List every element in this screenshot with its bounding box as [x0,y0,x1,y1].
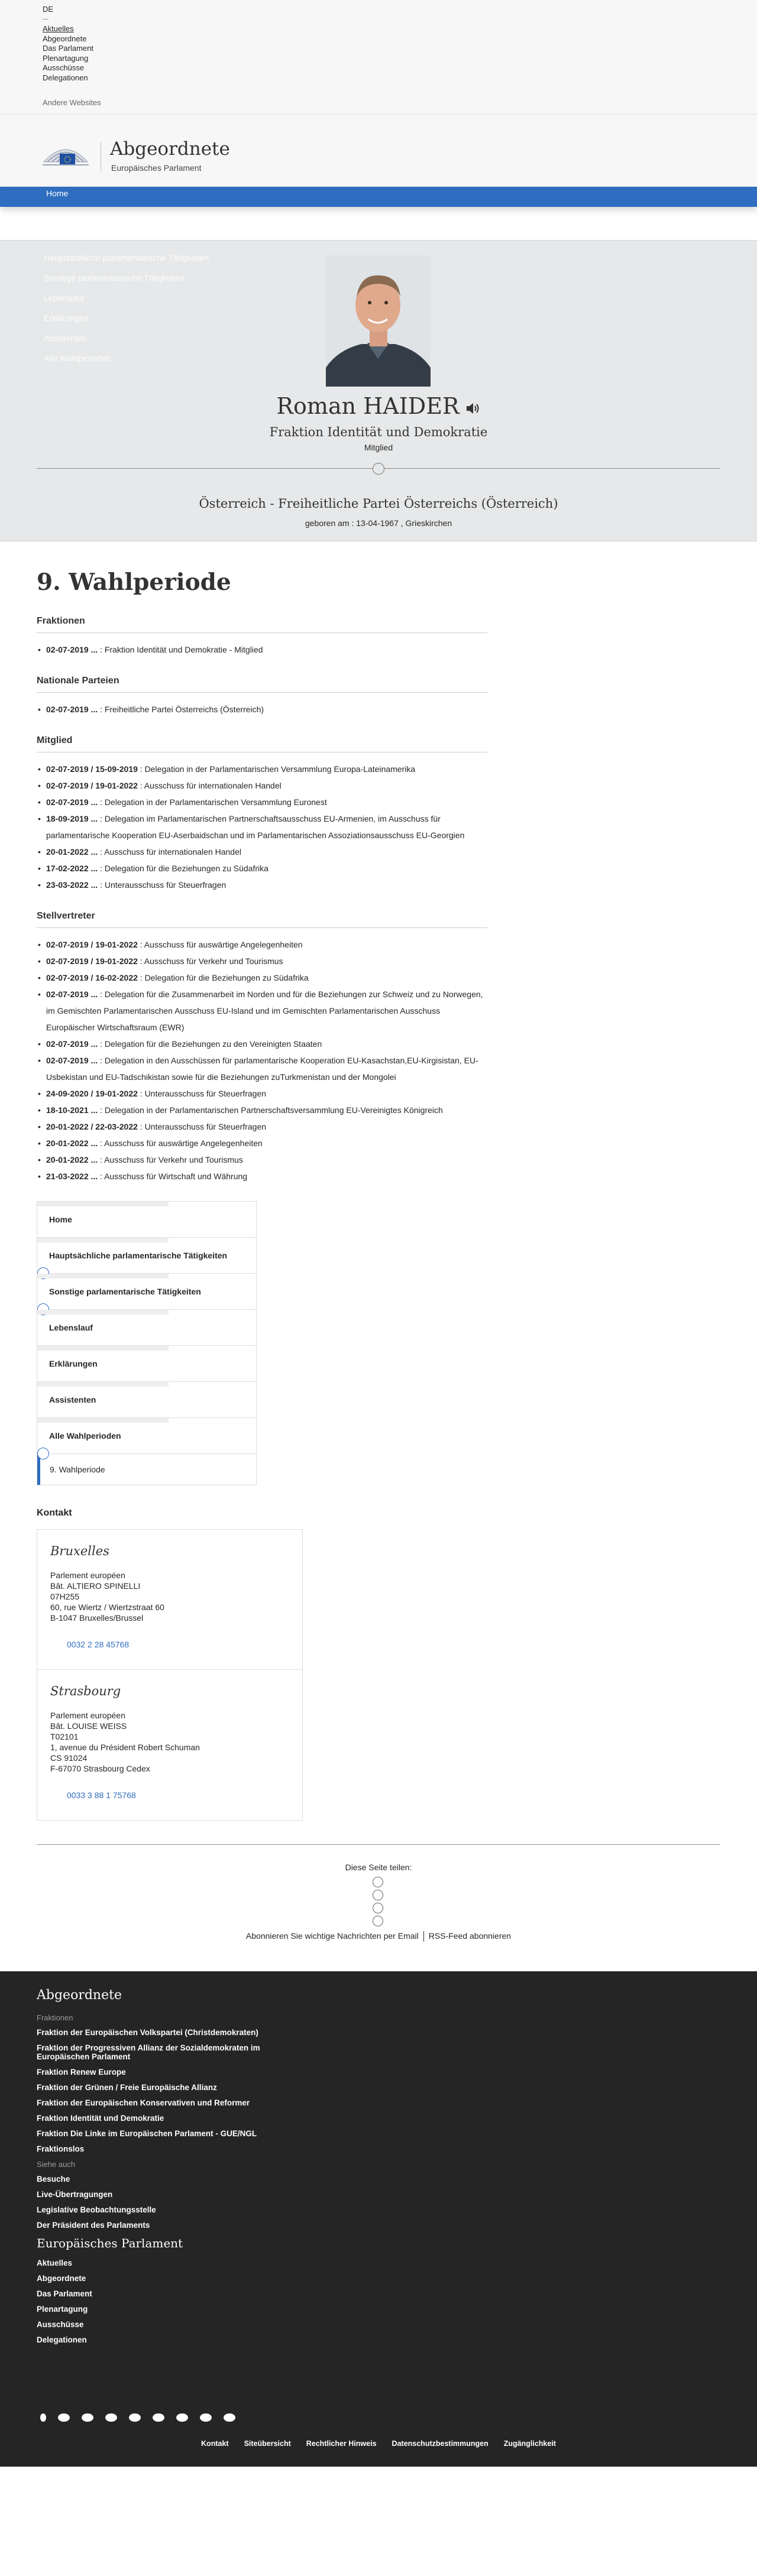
section-title: Fraktionen [37,616,487,633]
office-city: Strasbourg [50,1684,121,1698]
footer-link[interactable]: Das Parlament [37,2289,92,2299]
entry-date: 24-09-2020 / 19-01-2022 [46,1089,138,1098]
address-line: 1, avenue du Président Robert Schuman [50,1743,200,1752]
sidenav-item[interactable] [37,1346,256,1382]
site-subtitle: Europäisches Parlament [111,163,202,173]
member-profile-header [0,240,757,541]
entry-date: 02-07-2019 ... [46,1056,98,1065]
footer-link[interactable]: Fraktion der Grünen / Freie Europäische Allianz [37,2083,217,2092]
footer-link[interactable]: Fraktion Identität und Demokratie [37,2114,164,2123]
expand-circle-icon[interactable] [37,1448,49,1459]
office-address [50,1710,288,1774]
member-portrait-icon [326,255,431,387]
side-navigation [37,1201,257,1485]
ghost-menu-item[interactable]: Alle Wahlperioden [44,353,111,363]
address-line: B-1047 Bruxelles/Brussel [50,1613,144,1623]
speaker-icon[interactable] [465,401,481,416]
footer-link[interactable]: Plenartagung [37,2305,88,2314]
sidenav-active-item[interactable]: 9. Wahlperiode [37,1454,256,1485]
entry-text: : Delegation in der Parlamentarischen Versammlung Europa-Lateinamerika [137,764,416,774]
footer-link[interactable]: Der Präsident des Parlaments [37,2221,150,2230]
sidenav-item-label: Assistenten [49,1395,96,1404]
site-title[interactable]: Abgeordnete [110,138,230,160]
share-email-icon[interactable] [373,1916,383,1926]
section-title: Stellvertreter [37,911,487,928]
sidenav-strip [37,1418,169,1423]
entry-date: 23-03-2022 ... [46,880,98,890]
section-entry [37,1151,487,1168]
entry-text: : Ausschuss für internationalen Handel [137,781,282,790]
footer-siehe-label: Siehe auch [37,2160,76,2169]
entry-text: : Delegation für die Beziehungen zu den Vereinigten Staaten [98,1039,322,1049]
section-entry [37,810,487,843]
top-navigation [0,0,757,115]
parliament-logo-icon[interactable] [41,141,90,169]
sidenav-item[interactable] [37,1202,256,1238]
entry-date: 02-07-2019 / 19-01-2022 [46,940,138,949]
sidenav-item-label: Alle Wahlperioden [49,1431,121,1441]
footer-link[interactable]: Fraktion der Progressiven Allianz der Sozialdemokraten im Europäischen Parlament [37,2043,260,2062]
share-twitter-icon[interactable] [373,1890,383,1900]
address-line: Bât. ALTIERO SPINELLI [50,1581,141,1591]
footer-ep-list [37,2259,273,2344]
sidenav-item-label: Erklärungen [49,1359,98,1368]
entry-text: : Unterausschuss für Steuerfragen [98,880,227,890]
subscribe-separator [423,1931,424,1942]
section-entry [37,794,487,810]
section-entry [37,986,487,1036]
legal-link[interactable]: Siteübersicht [244,2439,291,2448]
social-instagram-icon[interactable] [153,2413,164,2422]
footer-fraktionen-list [37,2028,273,2153]
entry-date: 02-07-2019 ... [46,1039,98,1049]
ghost-menu-item[interactable]: Lebenslauf [44,293,85,303]
address-line: 60, rue Wiertz / Wiertzstraat 60 [50,1602,164,1612]
share-buttons [373,1877,384,1926]
section-entry [37,843,487,860]
entry-date: 17-02-2022 ... [46,864,98,873]
brand-header [0,115,757,187]
section-entry [37,641,487,658]
footer-link[interactable]: Live-Übertragungen [37,2190,113,2199]
section-entry [37,701,487,718]
entry-text: : Freiheitliche Partei Österreichs (Österreich) [98,705,264,714]
term-title: 9. Wahlperiode [37,569,231,596]
address-line: F-67070 Strasbourg Cedex [50,1764,150,1773]
address-line: Bât. LOUISE WEISS [50,1721,127,1731]
sidenav-strip [37,1274,169,1279]
entry-text: : Delegation in der Parlamentarischen Versammlung Euronest [98,797,327,807]
section-title: Mitglied [37,735,487,752]
entry-date: 20-01-2022 ... [46,1155,98,1164]
entry-text: : Ausschuss für internationalen Handel [98,847,241,856]
sidenav-item-label: Sonstige parlamentarische Tätigkeiten [49,1287,201,1296]
top-nav-item[interactable]: Das Parlament [43,44,93,53]
entry-date: 18-10-2021 ... [46,1105,98,1115]
legal-link[interactable]: Rechtlicher Hinweis [306,2439,377,2448]
share-label: Diese Seite teilen: [345,1863,412,1872]
section-entry [37,777,487,794]
entry-text: : Fraktion Identität und Demokratie - Mitglied [98,645,263,654]
sidenav-item[interactable] [37,1238,256,1274]
ghost-menu-item[interactable]: Hauptsächliche parlamentarische Tätigkeiten [44,253,209,262]
entry-text: : Delegation für die Beziehungen zu Südafrika [137,973,309,982]
entry-date: 02-07-2019 ... [46,797,98,807]
top-nav-item[interactable]: Abgeordnete [43,34,87,43]
footer-ep-title: Europäisches Parlament [37,2236,183,2251]
main-menu-bar [0,187,757,207]
site-footer [0,1971,757,2467]
footer-link[interactable]: Delegationen [37,2335,87,2345]
sidenav-strip [37,1238,169,1242]
section-entry [37,969,487,986]
footer-link[interactable]: Fraktionslos [37,2144,85,2154]
entry-text: : Unterausschuss für Steuerfragen [137,1089,267,1098]
hero-divider-circle-icon [373,463,384,475]
footer-link[interactable]: Ausschüsse [37,2320,84,2330]
footer-link[interactable]: Fraktion der Europäischen Konservativen und Reformer [37,2098,250,2108]
top-nav-item[interactable]: Aktuelles [43,24,74,33]
section-entry [37,1168,487,1185]
section-entry-list [37,936,487,1185]
other-websites-link[interactable]: Andere Websites [43,98,101,107]
sidenav-strip [37,1346,169,1351]
member-name [0,393,757,419]
section-entry [37,1085,487,1102]
social-twitter-icon[interactable] [58,2413,70,2422]
sidenav-strip [37,1382,169,1387]
footer-link[interactable]: Besuche [37,2175,70,2184]
entry-text: : Delegation im Parlamentarischen Partnerschaftsausschuss EU-Armenien, im Ausschuss für parlamentarische Kooperation EU-Aserbaidschan und im Parlamentarischen Assoziationsausschuss EU-Georgien [46,814,465,840]
social-linkedin-icon[interactable] [105,2413,117,2422]
social-facebook-icon[interactable] [40,2413,46,2422]
section-entry [37,1036,487,1052]
sidenav-strip [37,1310,169,1315]
section-entry-list [37,701,487,718]
entry-date: 02-07-2019 ... [46,989,98,999]
office-city: Bruxelles [50,1544,109,1558]
entry-text: : Delegation in den Ausschüssen für parlamentarische Kooperation EU-Kasachstan,EU-Kirgisistan, EU-Usbekistan und EU-Tadschikistan sowie für die Beziehungen zuTurkmenistan und der Mongolei [46,1056,478,1082]
social-reddit-icon[interactable] [224,2413,235,2422]
social-snapchat-icon[interactable] [200,2413,212,2422]
office-address [50,1570,288,1623]
term-sections [37,616,757,1185]
sidenav-item-label: Hauptsächliche parlamentarische Tätigkeiten [49,1251,228,1260]
entry-text: : Ausschuss für Verkehr und Tourismus [98,1155,243,1164]
sidenav-item[interactable] [37,1274,256,1310]
footer-legal-links [0,2439,757,2448]
address-line: T02101 [50,1732,79,1741]
footer-link[interactable]: Aktuelles [37,2259,73,2268]
member-role: Mitglied [364,443,393,452]
sidenav-item[interactable] [37,1310,256,1346]
sidenav-item-label: Lebenslauf [49,1323,93,1332]
address-line: CS 91024 [50,1753,88,1763]
section-entry [37,1102,487,1118]
entry-date: 20-01-2022 ... [46,847,98,856]
section-entry [37,1052,487,1085]
section-entry [37,1118,487,1135]
entry-date: 18-09-2019 ... [46,814,98,823]
entry-text: : Ausschuss für Verkehr und Tourismus [137,956,283,966]
social-flickr-icon[interactable] [82,2413,93,2422]
social-pinterest-icon[interactable] [176,2413,188,2422]
entry-text: : Delegation in der Parlamentarischen Partnerschaftsversammlung EU-Vereinigtes Königreich [98,1105,443,1115]
entry-text: : Unterausschuss für Steuerfragen [137,1122,267,1131]
ghost-menu-item[interactable]: Assistenten [44,333,87,343]
contact-offices [37,1529,757,1821]
entry-date: 02-07-2019 ... [46,705,98,714]
share-linkedin-icon[interactable] [373,1903,383,1913]
legal-link[interactable]: Kontakt [201,2439,229,2448]
rss-subscribe-link[interactable]: RSS-Feed abonnieren [428,1931,512,1941]
language-underline [43,19,48,20]
political-group: Fraktion Identität und Demokratie [269,425,488,439]
office-phone[interactable]: 0033 3 88 1 75768 [67,1790,136,1800]
national-party: Österreich - Freiheitliche Partei Österreichs (Österreich) [199,497,558,511]
language-selector[interactable]: DE [43,5,54,14]
entry-text: : Delegation für die Beziehungen zu Südafrika [98,864,268,873]
share-facebook-icon[interactable] [373,1877,383,1887]
footer-link[interactable]: Fraktion der Europäischen Volkspartei (Christdemokraten) [37,2028,258,2038]
ghost-menu-item[interactable]: Erklärungen [44,313,89,323]
section-entry-list [37,761,487,893]
ghost-menu [44,248,209,368]
entry-date: 20-01-2022 / 22-03-2022 [46,1122,138,1131]
entry-date: 02-07-2019 / 19-01-2022 [46,781,138,790]
entry-text: : Ausschuss für auswärtige Angelegenheiten [137,940,303,949]
contact-office [37,1670,303,1821]
sidenav-item[interactable] [37,1418,256,1454]
section-title: Nationale Parteien [37,676,487,693]
footer-link[interactable]: Abgeordnete [37,2274,86,2283]
address-line: Parlement européen [50,1711,125,1720]
section-entry-list [37,641,487,658]
sidenav-item-label: Home [49,1215,72,1224]
entry-date: 21-03-2022 ... [46,1172,98,1181]
footer-link[interactable]: Legislative Beobachtungsstelle [37,2205,156,2215]
address-line: Parlement européen [50,1571,125,1580]
top-nav-item[interactable]: Plenartagung [43,53,89,63]
ghost-menu-item[interactable]: Sonstige parlamentarische Tätigkeiten [44,273,185,283]
entry-text: : Ausschuss für Wirtschaft und Währung [98,1172,248,1181]
section-entry [37,1135,487,1151]
top-nav-item[interactable]: Ausschüsse [43,63,85,72]
office-phone[interactable]: 0032 2 28 45768 [67,1640,130,1649]
footer-social-icons [40,2413,247,2424]
section-entry [37,761,487,777]
legal-link[interactable]: Datenschutzbestimmungen [392,2439,489,2448]
footer-siehe-list [37,2175,273,2230]
share-divider [37,1844,720,1845]
footer-link[interactable]: Fraktion Die Linke im Europäischen Parlament - GUE/NGL [37,2129,257,2139]
footer-link[interactable]: Fraktion Renew Europe [37,2068,126,2077]
top-nav-item[interactable]: Delegationen [43,73,88,82]
top-nav-list [43,24,93,83]
entry-text: : Delegation für die Zusammenarbeit im Norden und für die Beziehungen zur Schweiz und zu Norwegen, im Gemischten Parlamentarischen Ausschuss EU-Island und im Gemischten Parlamentarischen Ausschuss Europäischer Wirtschaftsraum (EWR) [46,989,483,1032]
home-link[interactable]: Home [46,189,69,198]
social-youtube-icon[interactable] [129,2413,141,2422]
member-name-text: Roman HAIDER [276,393,460,419]
entry-date: 20-01-2022 ... [46,1138,98,1148]
section-entry [37,877,487,893]
contact-title: Kontakt [37,1508,72,1518]
contact-office [37,1529,303,1670]
entry-date: 02-07-2019 / 15-09-2019 [46,764,138,774]
entry-text: : Ausschuss für auswärtige Angelegenheiten [98,1138,263,1148]
section-entry [37,953,487,969]
share-section [37,1863,720,1926]
email-subscribe-link[interactable]: Abonnieren Sie wichtige Nachrichten per Email [245,1931,419,1941]
section-entry [37,936,487,953]
entry-date: 02-07-2019 ... [46,645,98,654]
footer-fraktionen-label: Fraktionen [37,2013,73,2023]
entry-date: 02-07-2019 / 19-01-2022 [46,956,138,966]
sidenav-strip [37,1202,169,1206]
section-entry [37,860,487,877]
sidenav-item[interactable] [37,1382,256,1418]
entry-date: 02-07-2019 / 16-02-2022 [46,973,138,982]
footer-title: Abgeordnete [37,1988,122,2003]
main-content [0,569,757,1942]
birth-info: geboren am : 13-04-1967 , Grieskirchen [305,518,452,528]
legal-link[interactable]: Zugänglichkeit [503,2439,556,2448]
subscribe-links [37,1931,720,1942]
member-photo [326,255,431,387]
address-line: 07H255 [50,1592,80,1601]
